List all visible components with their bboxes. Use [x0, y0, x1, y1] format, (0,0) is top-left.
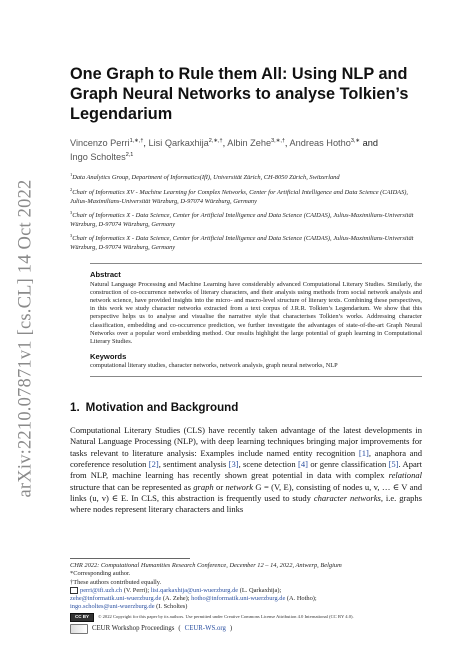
- cc-by-license-icon[interactable]: CC BY: [70, 613, 94, 622]
- author-name: Vincenzo Perri: [70, 138, 130, 149]
- proceedings-link[interactable]: CEUR-WS.org: [184, 624, 226, 632]
- email-link[interactable]: perri@ifi.uzh.ch: [80, 586, 123, 594]
- footnote-rule: [70, 558, 190, 559]
- body-text-run: or genre classification: [308, 459, 389, 470]
- proceedings-open-paren: (: [178, 624, 181, 632]
- body-text-run: , sentiment analysis: [158, 459, 229, 470]
- affiliation-list: [70, 171, 422, 253]
- author-affil-marker: 2,1: [125, 152, 134, 159]
- body-text-run: or: [213, 481, 226, 492]
- abstract-heading: Abstract: [90, 269, 121, 279]
- author-name: Andreas Hotho: [289, 138, 351, 149]
- email-owner: (V. Perri);: [122, 586, 151, 594]
- arxiv-identifier: arXiv:2210.07871v1 [cs.CL] 14 Oct 2022: [15, 179, 36, 497]
- affiliation-text: Chair of Informatics X - Data Science, Center for Artificial Intelligence and Data Science (CAIDAS), Julius-Maximilians-Universität Würzburg, D-97074 Würzburg, Germany: [70, 212, 414, 228]
- author-affil-marker: 2,∗,†: [208, 138, 223, 144]
- author-separator: ,: [143, 138, 146, 149]
- emphasis: graph: [193, 481, 214, 492]
- author-affil-marker: 1,∗,†: [129, 138, 144, 144]
- affiliation-marker: 3: [70, 210, 73, 216]
- affiliation: [70, 171, 422, 183]
- body-text-run: , anaphora and coreference resolution: [70, 447, 423, 470]
- body-text-run: , i.e. graphs where nodes represent literary characters and links: [70, 493, 422, 515]
- email-owner: (A. Hotho);: [285, 595, 317, 603]
- keywords-text: computational literary studies, character networks, network analysis, graph neural networks, NLP: [90, 362, 422, 377]
- emphasis: network: [225, 481, 254, 492]
- author-affil-marker: 3,∗,†: [271, 138, 285, 144]
- email-link[interactable]: ingo.scholtes@uni-wuerzburg.de: [70, 603, 155, 611]
- proceedings-row: [70, 624, 422, 634]
- abstract-text: Natural Language Processing and Machine Learning have considerably advanced Computational Literary Studies. Similarly, the construction of co-occurrence networks of literary characters, and their analysis using methods from social network analysis and network science, have provided insights into the micro- and macro-level structure of literary texts. Combining these perspectives, in this work we study character networks extracted from a text corpus of J.R.R. Tolkien’s Legendarium. We show that this perspective helps us to analyse and visualise the narrative style that characterises Tolkien’s works. Addressing character classification, embedding and co-occurrence prediction, we further investigate the advantages of state-of-the-art Graph Neural Networks over a popular word embedding method. Our results highlight the large potential of graph learning in Computational Literary Studies.: [90, 280, 422, 345]
- proceedings-close-paren: ): [229, 624, 233, 632]
- author-name: Ingo Scholtes: [70, 152, 126, 163]
- body-paragraph: [70, 425, 422, 516]
- emphasis: character networks: [313, 493, 381, 504]
- venue-note: CHR 2022: Computational Humanities Research Conference, December 12 – 14, 2022, Antwerp, Belgium: [70, 562, 342, 569]
- arxiv-sidebar-stamp: [12, 179, 40, 497]
- affiliation-text: Chair of Informatics XV - Machine Learning for Complex Networks, Center for Artificial Intelligence and Data Science (CAIDAS), Julius-Maximilians-Universität Würzburg, D-97074 Würzburg, Germany: [70, 188, 409, 205]
- affiliation: [70, 209, 422, 229]
- citation-link[interactable]: [3]: [228, 459, 239, 470]
- abstract-block: [90, 263, 422, 377]
- affiliation-marker: 1: [70, 172, 73, 178]
- body-text-run: , scene detection: [238, 459, 299, 470]
- citation-link[interactable]: [4]: [298, 459, 309, 470]
- author-name: Albin Zehe: [227, 138, 272, 149]
- paper-title: One Graph to Rule them All: Using NLP and Graph Neural Networks to analyse Tolkien’s Legendarium: [70, 65, 409, 123]
- citation-link[interactable]: [2]: [148, 459, 159, 470]
- email-owner: (I. Scholtes): [154, 603, 188, 611]
- affiliation: [70, 186, 422, 206]
- author-name: Lisi Qarkaxhija: [148, 138, 209, 149]
- proceedings-name: CEUR Workshop Proceedings: [92, 624, 175, 632]
- body-text-run: G = (V, E), consisting of nodes u, v, … ∈ V and links (u, v) ∈ E. In CLS, this abstraction is frequently used to study: [70, 481, 422, 504]
- affiliation: [70, 232, 422, 252]
- email-owner: (A. Zehe);: [161, 595, 192, 603]
- equal-contribution-note: †These authors contributed equally.: [70, 578, 162, 586]
- email-owner: (L. Qarkaxhija);: [238, 586, 282, 594]
- body-text-run: structure that can be represented as: [70, 481, 194, 492]
- section-number: 1.: [70, 401, 80, 415]
- author-separator: ,: [222, 138, 226, 149]
- author-conjunction: and: [362, 138, 378, 149]
- body-text-run: Computational Literary Studies (CLS) have recently taken advantage of the latest developments in Natural Language Processing (NLP), with deep learning techniques bringing major improvements for tasks relevant to literature analysis: Examples include named entity recognition: [70, 425, 422, 458]
- citation-link[interactable]: [1]: [358, 447, 369, 458]
- email-link[interactable]: hotho@informatik.uni-wuerzburg.de: [191, 595, 286, 603]
- footnotes: [70, 558, 422, 634]
- author-separator: ,: [284, 138, 288, 149]
- body-text-run: . Apart from NLP, machine learning has recently shown great potential in data with complex: [70, 459, 422, 481]
- affiliation-text: Chair of Informatics X - Data Science, Center for Artificial Intelligence and Data Science (CAIDAS), Julius-Maximilians-Universität Würzburg, D-97074 Würzburg, Germany: [70, 235, 414, 252]
- email-list: [70, 587, 422, 612]
- copyright-text: © 2022 Copyright for this paper by its authors. Use permitted under Creative Commons License Attribution 4.0 International (CC BY 4.0).: [98, 614, 354, 620]
- author-affil-marker: 3,∗: [350, 138, 361, 144]
- affiliation-marker: 2: [70, 186, 73, 192]
- affiliation-marker: 3: [70, 233, 73, 239]
- corresponding-note: *Corresponding author.: [70, 570, 131, 578]
- email-link[interactable]: lisi.qarkaxhija@uni-wuerzburg.de: [150, 586, 239, 594]
- license-row: [70, 613, 422, 622]
- author-list: [70, 135, 422, 163]
- section-title: Motivation and Background: [85, 401, 239, 415]
- keywords-heading: Keywords: [90, 352, 127, 362]
- section-heading: [70, 401, 422, 414]
- paper-first-page: [70, 64, 422, 516]
- affiliation-text: Data Analytics Group, Department of Informatics(IfI), Universität Zürich, CH-8050 Zürich, Switzerland: [72, 174, 340, 182]
- envelope-icon: [70, 587, 78, 594]
- citation-link[interactable]: [5]: [388, 459, 399, 470]
- emphasis: relational: [388, 470, 422, 481]
- email-link[interactable]: zehe@informatik.uni-wuerzburg.de: [70, 595, 162, 603]
- ceur-logo-icon: [70, 624, 88, 634]
